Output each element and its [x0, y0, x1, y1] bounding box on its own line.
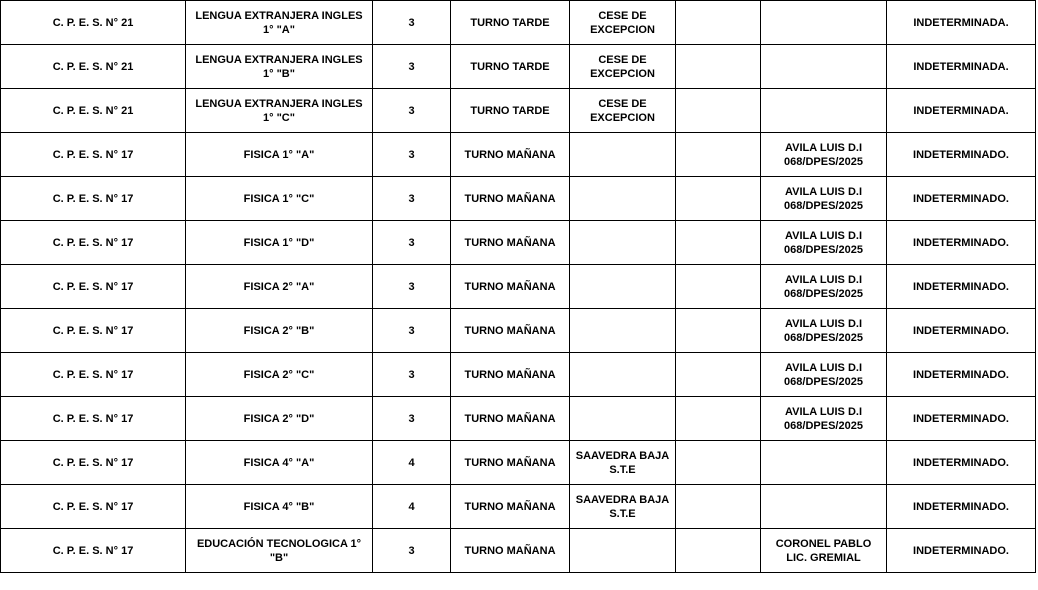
- status-cell: INDETERMINADA.: [887, 45, 1036, 89]
- shift-cell: TURNO TARDE: [451, 45, 570, 89]
- teacher-cell: AVILA LUIS D.I 068/DPES/2025: [761, 221, 887, 265]
- teacher-cell: [761, 45, 887, 89]
- empty-cell: [676, 309, 761, 353]
- empty-cell: [676, 89, 761, 133]
- table-row: [1, 45, 1036, 89]
- table-row: [1, 529, 1036, 573]
- status-cell: INDETERMINADA.: [887, 1, 1036, 45]
- empty-cell: [676, 1, 761, 45]
- shift-cell: TURNO MAÑANA: [451, 397, 570, 441]
- shift-cell: TURNO MAÑANA: [451, 221, 570, 265]
- table-row: [1, 89, 1036, 133]
- subject-cell: FISICA 4° "A": [186, 441, 373, 485]
- status-cell: INDETERMINADA.: [887, 89, 1036, 133]
- subject-cell: LENGUA EXTRANJERA INGLES 1° "A": [186, 1, 373, 45]
- status-cell: INDETERMINADO.: [887, 221, 1036, 265]
- status-cell: INDETERMINADO.: [887, 265, 1036, 309]
- reason-cell: CESE DE EXCEPCION: [570, 45, 676, 89]
- teacher-cell: AVILA LUIS D.I 068/DPES/2025: [761, 353, 887, 397]
- school-cell: C. P. E. S. N° 17: [1, 441, 186, 485]
- status-cell: INDETERMINADO.: [887, 441, 1036, 485]
- shift-cell: TURNO MAÑANA: [451, 441, 570, 485]
- status-cell: INDETERMINADO.: [887, 485, 1036, 529]
- teacher-cell: AVILA LUIS D.I 068/DPES/2025: [761, 177, 887, 221]
- teacher-cell: AVILA LUIS D.I 068/DPES/2025: [761, 133, 887, 177]
- table-row: [1, 265, 1036, 309]
- reason-cell: [570, 265, 676, 309]
- reason-cell: [570, 309, 676, 353]
- status-cell: INDETERMINADO.: [887, 353, 1036, 397]
- hours-cell: 3: [373, 397, 451, 441]
- empty-cell: [676, 177, 761, 221]
- shift-cell: TURNO MAÑANA: [451, 529, 570, 573]
- teacher-cell: AVILA LUIS D.I 068/DPES/2025: [761, 265, 887, 309]
- table-row: [1, 1, 1036, 45]
- reason-cell: [570, 133, 676, 177]
- reason-cell: [570, 177, 676, 221]
- status-cell: INDETERMINADO.: [887, 133, 1036, 177]
- empty-cell: [676, 353, 761, 397]
- reason-cell: [570, 221, 676, 265]
- school-cell: C. P. E. S. N° 17: [1, 353, 186, 397]
- status-cell: INDETERMINADO.: [887, 529, 1036, 573]
- school-cell: C. P. E. S. N° 17: [1, 133, 186, 177]
- empty-cell: [676, 221, 761, 265]
- subject-cell: FISICA 1° "D": [186, 221, 373, 265]
- empty-cell: [676, 485, 761, 529]
- teacher-cell: [761, 485, 887, 529]
- reason-cell: SAAVEDRA BAJA S.T.E: [570, 441, 676, 485]
- teacher-cell: AVILA LUIS D.I 068/DPES/2025: [761, 309, 887, 353]
- shift-cell: TURNO TARDE: [451, 1, 570, 45]
- shift-cell: TURNO MAÑANA: [451, 133, 570, 177]
- teacher-cell: [761, 89, 887, 133]
- hours-cell: 4: [373, 441, 451, 485]
- subject-cell: LENGUA EXTRANJERA INGLES 1° "B": [186, 45, 373, 89]
- empty-cell: [676, 265, 761, 309]
- subject-cell: LENGUA EXTRANJERA INGLES 1° "C": [186, 89, 373, 133]
- shift-cell: TURNO TARDE: [451, 89, 570, 133]
- hours-cell: 3: [373, 133, 451, 177]
- school-cell: C. P. E. S. N° 17: [1, 177, 186, 221]
- empty-cell: [676, 529, 761, 573]
- school-cell: C. P. E. S. N° 21: [1, 1, 186, 45]
- subject-cell: FISICA 2° "A": [186, 265, 373, 309]
- hours-cell: 3: [373, 353, 451, 397]
- table-body: [1, 1, 1036, 573]
- school-cell: C. P. E. S. N° 21: [1, 45, 186, 89]
- teacher-cell: CORONEL PABLO LIC. GREMIAL: [761, 529, 887, 573]
- empty-cell: [676, 45, 761, 89]
- status-cell: INDETERMINADO.: [887, 177, 1036, 221]
- hours-cell: 3: [373, 89, 451, 133]
- table-row: [1, 177, 1036, 221]
- status-cell: INDETERMINADO.: [887, 397, 1036, 441]
- reason-cell: [570, 529, 676, 573]
- subject-cell: FISICA 2° "B": [186, 309, 373, 353]
- hours-cell: 4: [373, 485, 451, 529]
- school-cell: C. P. E. S. N° 17: [1, 221, 186, 265]
- teacher-cell: [761, 1, 887, 45]
- reason-cell: CESE DE EXCEPCION: [570, 1, 676, 45]
- hours-cell: 3: [373, 529, 451, 573]
- shift-cell: TURNO MAÑANA: [451, 485, 570, 529]
- empty-cell: [676, 397, 761, 441]
- table-row: [1, 133, 1036, 177]
- subject-cell: FISICA 2° "D": [186, 397, 373, 441]
- hours-cell: 3: [373, 45, 451, 89]
- table-row: [1, 353, 1036, 397]
- shift-cell: TURNO MAÑANA: [451, 309, 570, 353]
- hours-cell: 3: [373, 1, 451, 45]
- subject-cell: EDUCACIÓN TECNOLOGICA 1° "B": [186, 529, 373, 573]
- subject-cell: FISICA 1° "A": [186, 133, 373, 177]
- subject-cell: FISICA 4° "B": [186, 485, 373, 529]
- reason-cell: [570, 397, 676, 441]
- shift-cell: TURNO MAÑANA: [451, 177, 570, 221]
- table-row: [1, 397, 1036, 441]
- empty-cell: [676, 133, 761, 177]
- teacher-cell: [761, 441, 887, 485]
- table-row: [1, 309, 1036, 353]
- school-cell: C. P. E. S. N° 17: [1, 397, 186, 441]
- school-cell: C. P. E. S. N° 21: [1, 89, 186, 133]
- school-cell: C. P. E. S. N° 17: [1, 485, 186, 529]
- reason-cell: SAAVEDRA BAJA S.T.E: [570, 485, 676, 529]
- shift-cell: TURNO MAÑANA: [451, 353, 570, 397]
- school-cell: C. P. E. S. N° 17: [1, 265, 186, 309]
- teacher-cell: AVILA LUIS D.I 068/DPES/2025: [761, 397, 887, 441]
- table-row: [1, 221, 1036, 265]
- school-cell: C. P. E. S. N° 17: [1, 529, 186, 573]
- hours-cell: 3: [373, 265, 451, 309]
- table-row: [1, 441, 1036, 485]
- hours-cell: 3: [373, 309, 451, 353]
- subject-cell: FISICA 1° "C": [186, 177, 373, 221]
- status-cell: INDETERMINADO.: [887, 309, 1036, 353]
- table-row: [1, 485, 1036, 529]
- reason-cell: CESE DE EXCEPCION: [570, 89, 676, 133]
- subject-cell: FISICA 2° "C": [186, 353, 373, 397]
- shift-cell: TURNO MAÑANA: [451, 265, 570, 309]
- empty-cell: [676, 441, 761, 485]
- reason-cell: [570, 353, 676, 397]
- school-cell: C. P. E. S. N° 17: [1, 309, 186, 353]
- hours-cell: 3: [373, 221, 451, 265]
- hours-cell: 3: [373, 177, 451, 221]
